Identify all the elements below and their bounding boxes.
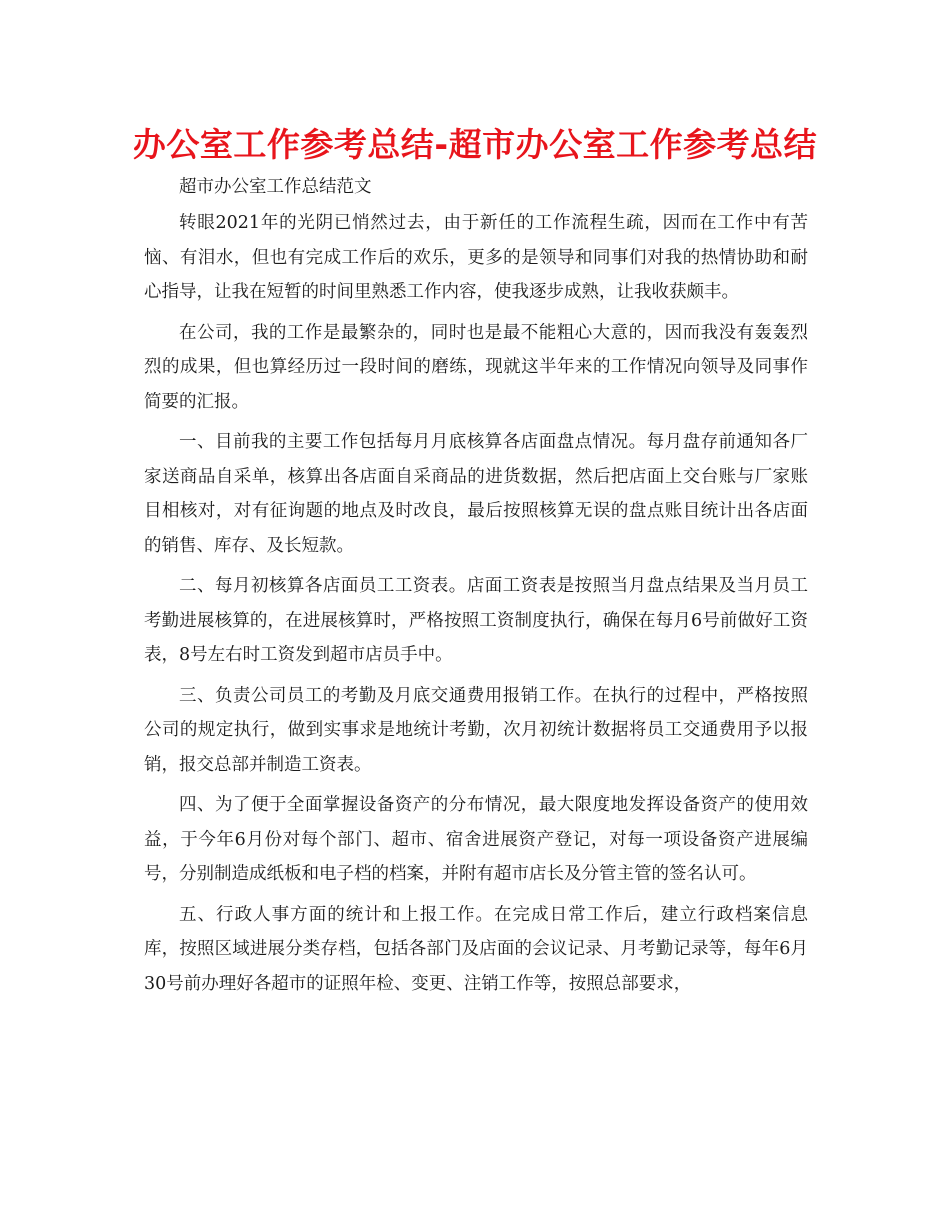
- paragraph-item-1: 一、目前我的主要工作包括每月月底核算各店面盘点情况。每月盘存前通知各厂家送商品自采单，核算出各店面自采商品的进货数据，然后把店面上交台账与厂家账目相核对，对有征询题的地点及时改良，最后按照核算无误的盘点账目统计出各店面的销售、库存、及长短款。: [144, 432, 808, 556]
- paragraph-item-4: 四、为了便于全面掌握设备资产的分布情况，最大限度地发挥设备资产的使用效益，于今年6月份对每个部门、超市、宿舍进展资产登记，对每一项设备资产进展编号，分别制造成纸板和电子档的档案，并附有超市店长及分管主管的签名认可。: [144, 795, 808, 884]
- paragraph-item-3: 三、负责公司员工的考勤及月底交通费用报销工作。在执行的过程中，严格按照公司的规定执行，做到实事求是地统计考勤，次月初统计数据将员工交通费用予以报销，报交总部并制造工资表。: [144, 685, 808, 775]
- paragraph-item-2: 二、每月初核算各店面员工工资表。店面工资表是按照当月盘点结果及当月员工考勤进展核算的，在进展核算时，严格按照工资制度执行，确保在每月6号前做好工资表，8号左右时工资发到超市店员手中。: [144, 576, 808, 665]
- paragraph-overview: 在公司，我的工作是最繁杂的，同时也是最不能粗心大意的，因而我没有轰轰烈烈的成果，但也算经历过一段时间的磨练，现就这半年来的工作情况向领导及同事作简要的汇报。: [144, 322, 808, 412]
- paragraph-item-5: 五、行政人事方面的统计和上报工作。在完成日常工作后，建立行政档案信息库，按照区域进展分类存档，包括各部门及店面的会议记录、月考勤记录等，每年6月30号前办理好各超市的证照年检、变更、注销工作等，按照总部要求，: [144, 904, 808, 994]
- paragraph-intro: 转眼2021年的光阴已悄然过去，由于新任的工作流程生疏，因而在工作中有苦恼、有泪水，但也有完成工作后的欢乐，更多的是领导和同事们对我的热情协助和耐心指导，让我在短暂的时间里熟悉工作内容，使我逐步成熟，让我收获颇丰。: [144, 213, 808, 302]
- document-subtitle: 超市办公室工作总结范文: [179, 177, 372, 197]
- document-body: [144, 170, 808, 1001]
- document-title: 办公室工作参考总结-超市办公室工作参考总结: [132, 125, 818, 164]
